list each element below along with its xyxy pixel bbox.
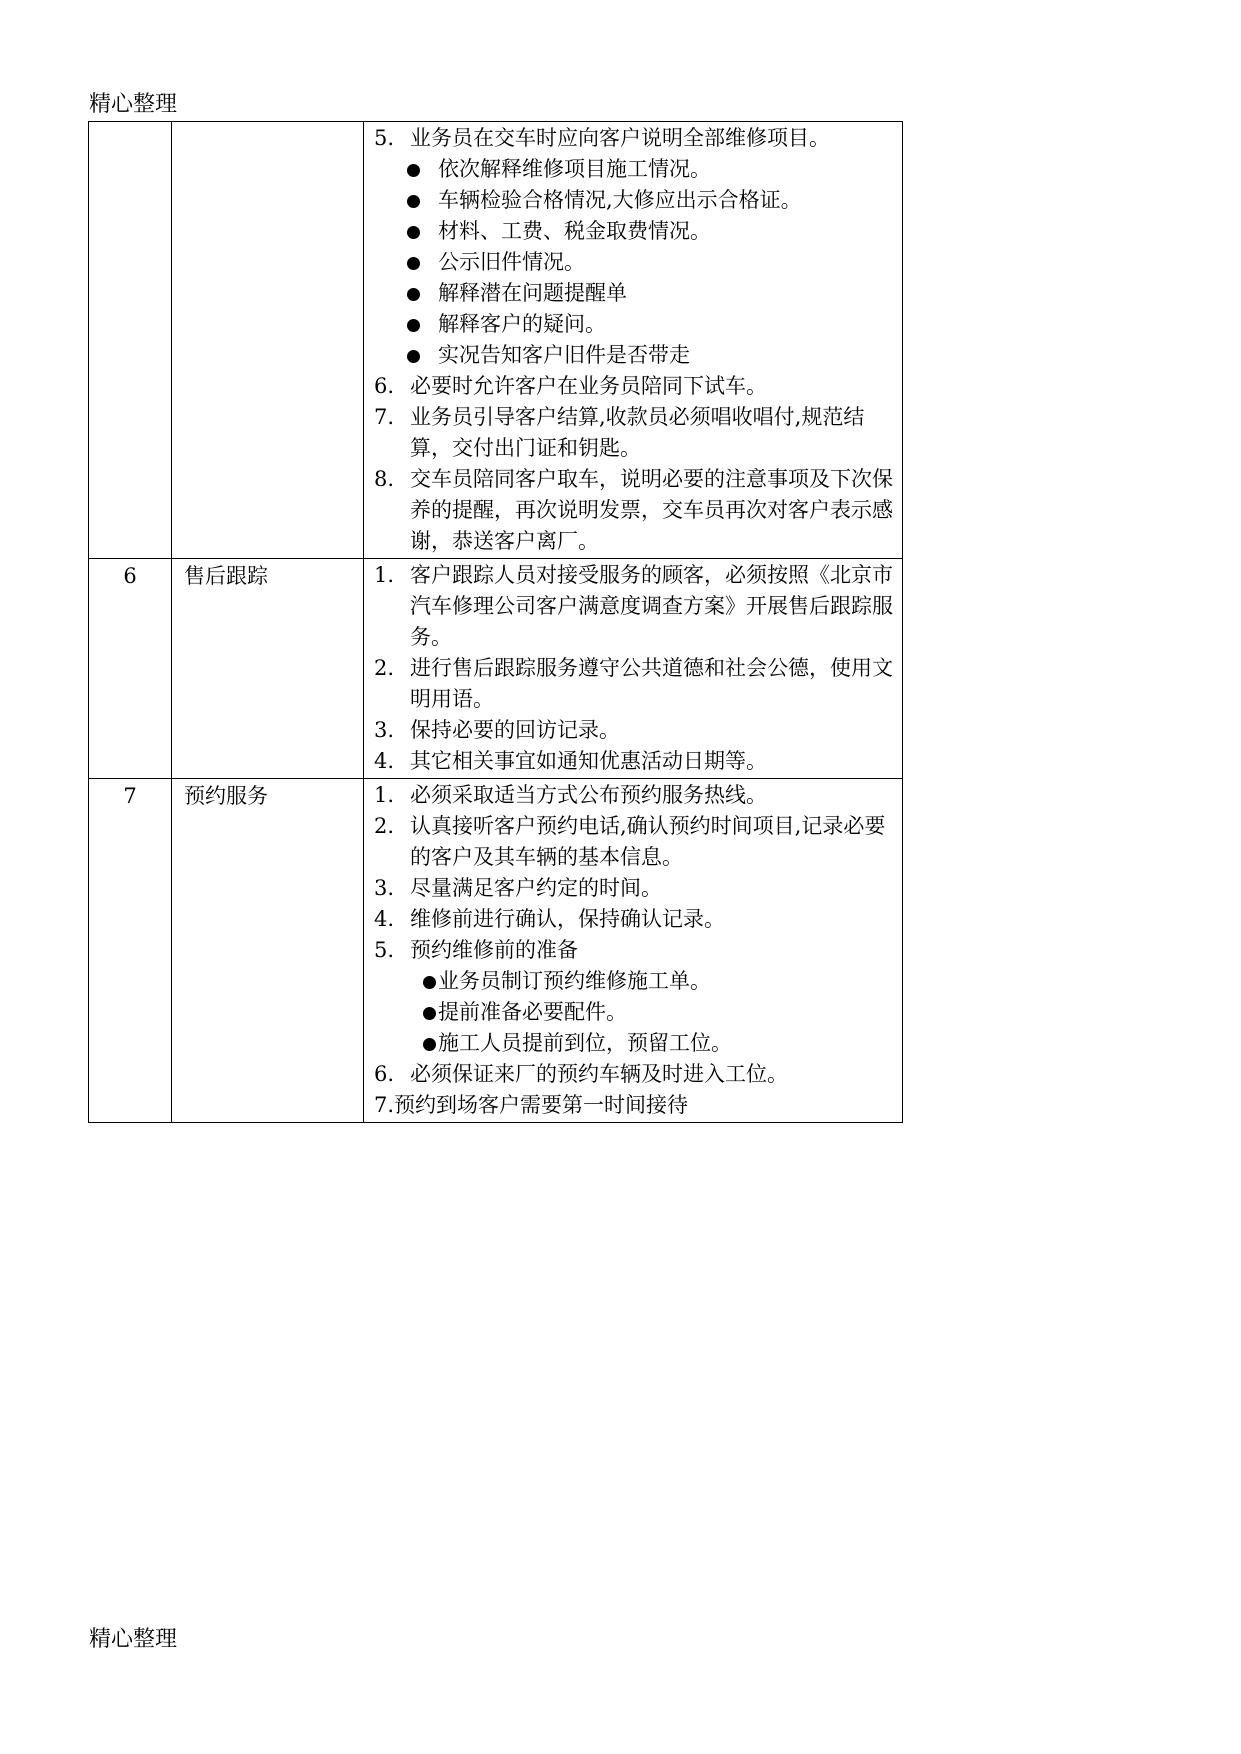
bullet-icon bbox=[388, 247, 438, 278]
bullet-text: 提前准备必要配件。 bbox=[438, 1000, 627, 1024]
item-text: 业务员引导客户结算,收款员必须唱收唱付,规范结算，交付出门证和钥匙。 bbox=[410, 405, 865, 460]
item-text: 预约维修前的准备 bbox=[410, 938, 578, 962]
row-content bbox=[364, 559, 903, 779]
bullet-icon bbox=[388, 309, 438, 340]
list-item bbox=[374, 904, 894, 935]
item-number: 3. bbox=[374, 876, 395, 900]
item-text: 维修前进行确认，保持确认记录。 bbox=[410, 907, 725, 931]
row-number: 7 bbox=[89, 779, 172, 1123]
item-number: 1. bbox=[374, 563, 395, 587]
item-text: 必须采取适当方式公布预约服务热线。 bbox=[410, 783, 767, 807]
list-item bbox=[374, 653, 894, 715]
row-content bbox=[364, 779, 903, 1123]
item-text: 其它相关事宜如通知优惠活动日期等。 bbox=[410, 749, 767, 773]
bullet-text: 材料、工费、税金取费情况。 bbox=[438, 219, 711, 243]
bullet-item bbox=[374, 340, 894, 371]
page-footer: 精心整理 bbox=[89, 1627, 178, 1652]
item-text: 业务员在交车时应向客户说明全部维修项目。 bbox=[410, 126, 830, 150]
bullet-text: 解释客户的疑问。 bbox=[438, 312, 606, 336]
bullet-text: 依次解释维修项目施工情况。 bbox=[438, 157, 711, 181]
list-item bbox=[374, 402, 894, 464]
row-title: 预约服务 bbox=[172, 779, 364, 1123]
bullet-item bbox=[374, 185, 894, 216]
list-item bbox=[374, 464, 894, 557]
list-item bbox=[374, 780, 894, 811]
bullet-text: 施工人员提前到位，预留工位。 bbox=[438, 1031, 732, 1055]
bullet-text: 实况告知客户旧件是否带走 bbox=[438, 343, 690, 367]
bullet-item bbox=[374, 216, 894, 247]
bullet-icon bbox=[388, 340, 438, 371]
item-number: 4. bbox=[374, 749, 395, 773]
row-number: 6 bbox=[89, 559, 172, 779]
item-number: 2. bbox=[374, 814, 395, 838]
page-header: 精心整理 bbox=[89, 92, 178, 117]
item-text: 尽量满足客户约定的时间。 bbox=[410, 876, 662, 900]
item-number: 5. bbox=[374, 938, 395, 962]
item-text: 客户跟踪人员对接受服务的顾客，必须按照《北京市汽车修理公司客户满意度调查方案》开展售后跟踪服务。 bbox=[410, 563, 893, 649]
item-text: 必须保证来厂的预约车辆及时进入工位。 bbox=[410, 1062, 788, 1086]
bullet-text: 车辆检验合格情况,大修应出示合格证。 bbox=[438, 188, 802, 212]
list-item bbox=[374, 715, 894, 746]
list-item bbox=[374, 811, 894, 873]
item-number: 3. bbox=[374, 718, 395, 742]
bullet-icon bbox=[388, 154, 438, 185]
bullet-item bbox=[374, 997, 894, 1028]
bullet-icon bbox=[388, 278, 438, 309]
item-text: 认真接听客户预约电话,确认预约时间项目,记录必要的客户及其车辆的基本信息。 bbox=[410, 814, 886, 869]
item-number: 8. bbox=[374, 467, 395, 491]
bullet-icon bbox=[388, 216, 438, 247]
list-item-plain: 7.预约到场客户需要第一时间接待 bbox=[374, 1093, 689, 1117]
list-item bbox=[374, 123, 894, 154]
list-item bbox=[374, 1059, 894, 1090]
item-number: 6. bbox=[374, 374, 395, 398]
bullet-item bbox=[374, 309, 894, 340]
list-item bbox=[374, 935, 894, 966]
item-number: 7. bbox=[374, 405, 395, 429]
list-item bbox=[374, 873, 894, 904]
item-text: 保持必要的回访记录。 bbox=[410, 718, 620, 742]
table-row bbox=[89, 559, 903, 779]
item-number: 2. bbox=[374, 656, 395, 680]
bullet-item bbox=[374, 247, 894, 278]
item-text: 进行售后跟踪服务遵守公共道德和社会公德，使用文明用语。 bbox=[410, 656, 893, 711]
item-number: 6. bbox=[374, 1062, 395, 1086]
item-number: 5. bbox=[374, 126, 395, 150]
row-content bbox=[364, 122, 903, 559]
list-item bbox=[374, 746, 894, 777]
bullet-item bbox=[374, 1028, 894, 1059]
table-row bbox=[89, 122, 903, 559]
bullet-item bbox=[374, 966, 894, 997]
row-title: 售后跟踪 bbox=[172, 559, 364, 779]
table-row bbox=[89, 779, 903, 1123]
bullet-text: 解释潜在问题提醒单 bbox=[438, 281, 627, 305]
list-item bbox=[374, 371, 894, 402]
bullet-item bbox=[374, 278, 894, 309]
item-text: 交车员陪同客户取车，说明必要的注意事项及下次保养的提醒，再次说明发票，交车员再次对客户表示感谢，恭送客户离厂。 bbox=[410, 467, 893, 553]
row-title bbox=[172, 122, 364, 559]
row-number bbox=[89, 122, 172, 559]
list-item bbox=[374, 560, 894, 653]
service-procedure-table bbox=[88, 121, 903, 1123]
bullet-text: 公示旧件情况。 bbox=[438, 250, 585, 274]
item-text: 必要时允许客户在业务员陪同下试车。 bbox=[410, 374, 767, 398]
bullet-item bbox=[374, 154, 894, 185]
bullet-icon bbox=[388, 185, 438, 216]
item-number: 4. bbox=[374, 907, 395, 931]
bullet-text: 业务员制订预约维修施工单。 bbox=[438, 969, 711, 993]
item-number: 1. bbox=[374, 783, 395, 807]
